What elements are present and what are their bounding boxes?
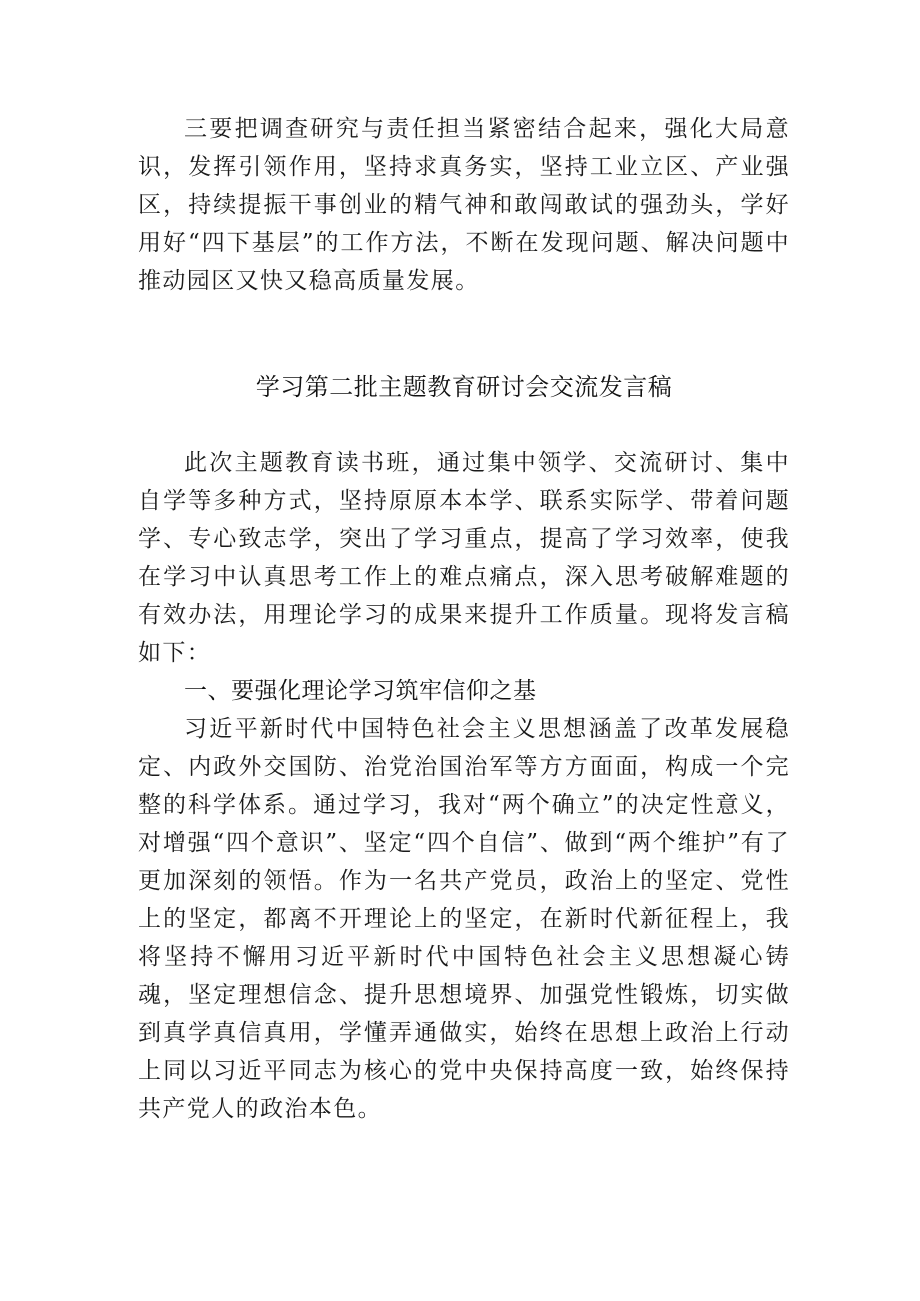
document-title: 学习第二批主题教育研讨会交流发言稿 bbox=[255, 373, 673, 401]
paragraph-intro-continuation: 三要把调查研究与责任担当紧密结合起来，强化大局意识，发挥引领作用，坚持求真务实，坚持工业立区、产业强区，持续提振干事创业的精气神和敢闯敢试的强劲头，学好用好“四下基层”的工作方法，不断在发现问题、解决问题中推动园区又快又稳高质量发展。 bbox=[138, 116, 790, 294]
section-heading: 一、要强化理论学习筑牢信仰之基 bbox=[184, 678, 537, 704]
document-body bbox=[138, 110, 790, 1128]
paragraph-opening: 此次主题教育读书班，通过集中领学、交流研讨、集中自学等多种方式，坚持原原本本学、联系实际学、带着问题学、专心致志学，突出了学习重点，提高了学习效率，使我在学习中认真思考工作上的难点痛点，深入思考破解难题的有效办法，用理论学习的成果来提升工作质量。现将发言稿如下： bbox=[138, 450, 790, 666]
paragraph-section-body: 习近平新时代中国特色社会主义思想涵盖了改革发展稳定、内政外交国防、治党治国治军等方方面面，构成一个完整的科学体系。通过学习，我对“两个确立”的决定性意义，对增强“四个意识”、坚定“四个自信”、做到“两个维护”有了更加深刻的领悟。作为一名共产党员，政治上的坚定、党性上的坚定，都离不开理论上的坚定，在新时代新征程上，我将坚持不懈用习近平新时代中国特色社会主义思想凝心铸魂，坚定理想信念、提升思想境界、加强党性锻炼，切实做到真学真信真用，学懂弄通做实，始终在思想上政治上行动上同以习近平同志为核心的党中央保持高度一致，始终保持共产党人的政治本色。 bbox=[138, 716, 790, 1122]
